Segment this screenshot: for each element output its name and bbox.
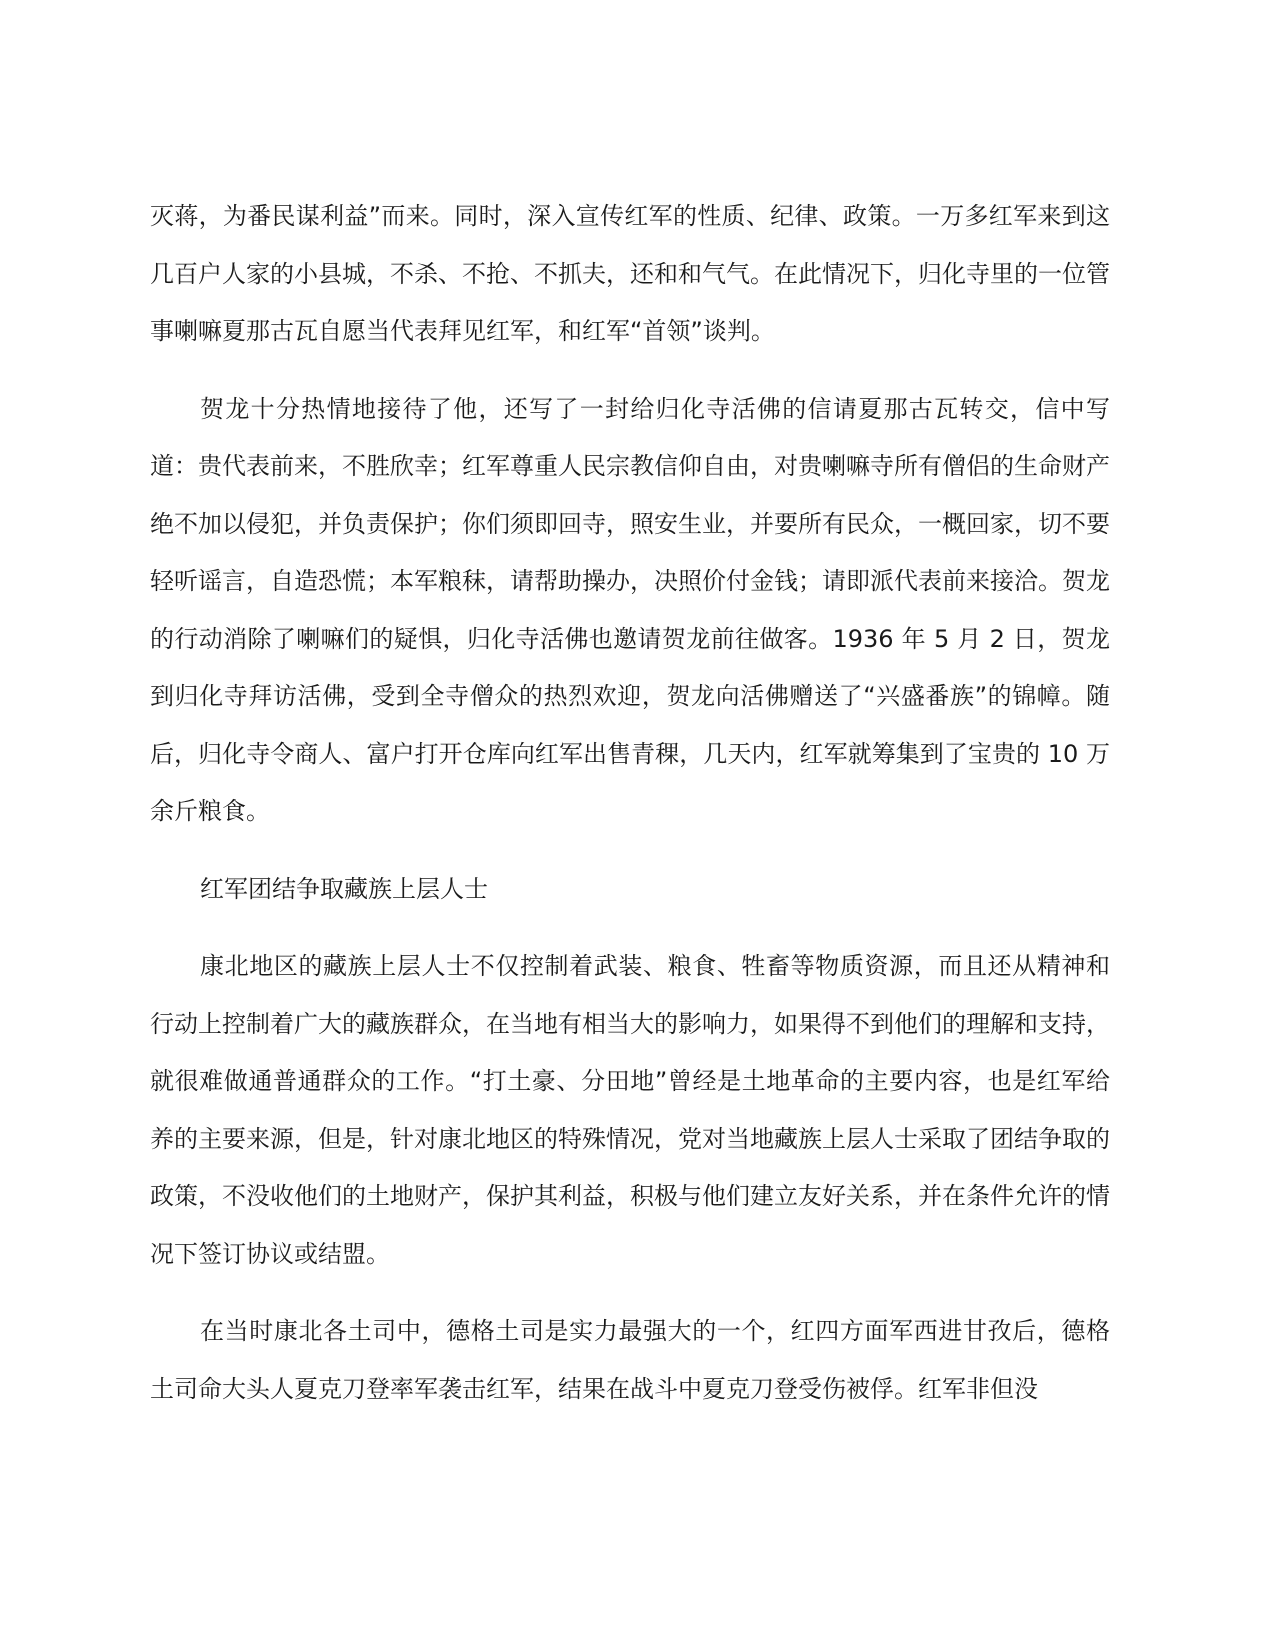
paragraph-4: 在当时康北各土司中，德格土司是实力最强大的一个，红四方面军西进甘孜后，德格土司命大头人夏克刀登率军袭击红军，结果在战斗中夏克刀登受伤被俘。红军非但没 <box>150 1317 1110 1403</box>
document-page <box>150 188 1110 1438</box>
paragraph-3: 康北地区的藏族上层人士不仅控制着武装、粮食、牲畜等物质资源，而且还从精神和行动上控制着广大的藏族群众，在当地有相当大的影响力，如果得不到他们的理解和支持，就很难做通普通群众的工作。“打土豪、分田地”曾经是土地革命的主要内容，也是红军给养的主要来源，但是，针对康北地区的特殊情况，党对当地藏族上层人士采取了团结争取的政策，不没收他们的土地财产，保护其利益，积极与他们建立友好关系，并在条件允许的情况下签订协议或结盟。 <box>150 952 1110 1268</box>
section-heading: 红军团结争取藏族上层人士 <box>200 874 488 903</box>
paragraph-1: 灭蒋，为番民谋利益”而来。同时，深入宣传红军的性质、纪律、政策。一万多红军来到这几百户人家的小县城，不杀、不抢、不抓夫，还和和气气。在此情况下，归化寺里的一位管事喇嘛夏那古瓦自愿当代表拜见红军，和红军“首领”谈判。 <box>150 202 1110 345</box>
paragraph-2: 贺龙十分热情地接待了他，还写了一封给归化寺活佛的信请夏那古瓦转交，信中写道：贵代表前来，不胜欣幸；红军尊重人民宗教信仰自由，对贵喇嘛寺所有僧侣的生命财产绝不加以侵犯，并负责保护；你们须即回寺，照安生业，并要所有民众，一概回家，切不要轻听谣言，自造恐慌；本军粮秣，请帮助操办，决照价付金钱；请即派代表前来接洽。贺龙的行动消除了喇嘛们的疑惧，归化寺活佛也邀请贺龙前往做客。1936 年 5 月 2 日，贺龙到归化寺拜访活佛，受到全寺僧众的热烈欢迎，贺龙向活佛赠送了“兴盛番族”的锦幛。随后，归化寺令商人、富户打开仓库向红军出售青稞，几天内，红军就筹集到了宝贵的 10 万余斤粮食。 <box>150 394 1110 825</box>
